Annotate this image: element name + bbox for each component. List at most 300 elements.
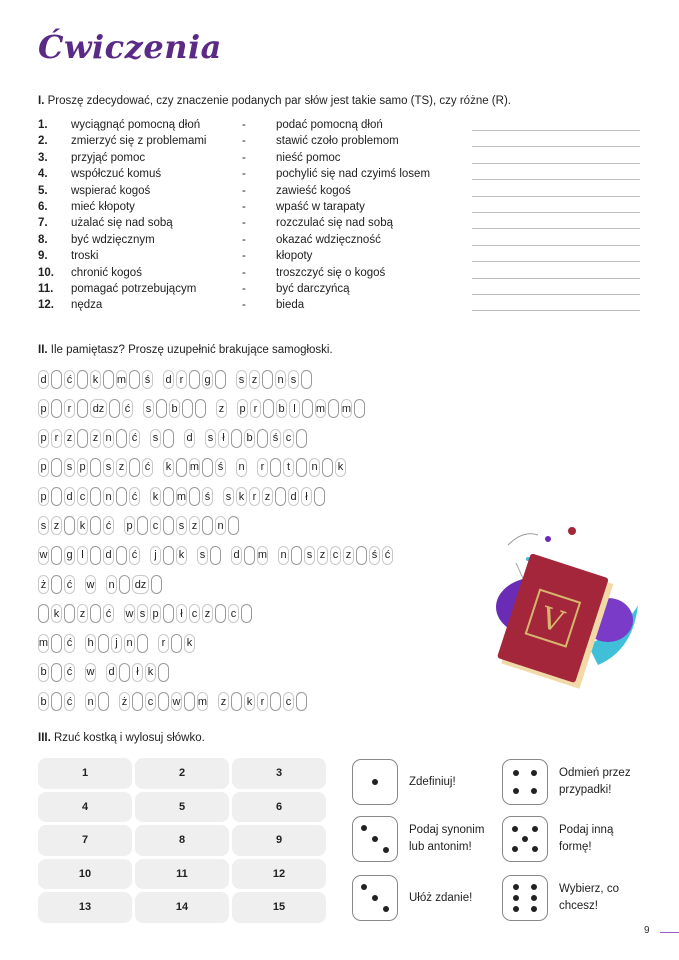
vowel-blank[interactable] — [202, 458, 213, 477]
grid-cell: 9 — [232, 825, 326, 856]
letter-box: ć — [64, 575, 75, 594]
die-pip — [532, 846, 538, 852]
pair-number: 3. — [38, 151, 48, 164]
section-1-instruction — [38, 95, 511, 107]
letter-box: k — [51, 604, 62, 623]
letter-box: n — [236, 458, 247, 477]
grid-cell: 3 — [232, 758, 326, 789]
letter-box: ć — [103, 604, 114, 623]
die-pip — [513, 770, 519, 776]
letter-box: w — [124, 604, 135, 623]
pair-number: 6. — [38, 200, 48, 213]
pair-phrase-a: użalać się nad sobą — [71, 217, 173, 230]
letter-box: z — [64, 429, 75, 448]
word-pair-row — [38, 250, 648, 266]
vowel-blank[interactable] — [77, 429, 88, 448]
letter-box: m — [257, 546, 268, 565]
vowel-blank[interactable] — [51, 487, 62, 506]
pair-separator: - — [242, 217, 246, 230]
letter-box: ś — [215, 458, 226, 477]
letter-box: s — [64, 458, 75, 477]
vowel-blank[interactable] — [270, 692, 281, 711]
letter-box: r — [250, 399, 261, 418]
letter-box: c — [150, 516, 161, 535]
pair-number: 12. — [38, 299, 54, 312]
page-number-line — [660, 932, 679, 933]
vowel-blank[interactable] — [51, 663, 62, 682]
vowel-blank[interactable] — [182, 399, 193, 418]
letter-box: s — [103, 458, 114, 477]
vowel-blank[interactable] — [51, 370, 62, 389]
vowel-blank[interactable] — [151, 575, 162, 594]
letter-box: z — [77, 604, 88, 623]
vowel-blank[interactable] — [64, 516, 75, 535]
grid-cell: 14 — [135, 892, 229, 923]
die-instruction: Zdefiniuj! — [409, 775, 456, 788]
vowel-blank[interactable] — [64, 604, 75, 623]
vowel-blank[interactable] — [322, 458, 333, 477]
die-pip — [513, 895, 519, 901]
die-instruction: Ułóż zdanie! — [409, 891, 473, 904]
letter-box: ć — [129, 546, 140, 565]
vowel-blank[interactable] — [90, 604, 101, 623]
word-pairs-list — [38, 119, 648, 316]
letter-box: ś — [270, 429, 281, 448]
die-pip — [512, 846, 518, 852]
vowel-blank[interactable] — [263, 399, 274, 418]
vowel-blank[interactable] — [231, 429, 242, 448]
vowel-blank[interactable] — [51, 399, 62, 418]
letter-box: z — [343, 546, 354, 565]
vowel-blank[interactable] — [98, 634, 109, 653]
letter-box: k — [163, 458, 174, 477]
grid-cell: 10 — [38, 859, 132, 890]
pair-phrase-a: nędza — [71, 299, 103, 312]
grid-cell: 11 — [135, 859, 229, 890]
die-face — [502, 816, 548, 862]
letter-box: ł — [176, 604, 187, 623]
section-1-text: Proszę zdecydować, czy znaczenie podanych par słów jest takie samo (TS), czy różne (R). — [47, 95, 511, 107]
letter-box: d — [288, 487, 299, 506]
die-pip — [513, 788, 519, 794]
letter-box: m — [116, 370, 127, 389]
letter-box: s — [304, 546, 315, 565]
letter-box: p — [38, 487, 49, 506]
die-instruction: Odmień przez przypadki! — [559, 767, 631, 796]
vowel-blank[interactable] — [328, 399, 339, 418]
vowel-blank[interactable] — [116, 487, 127, 506]
pair-phrase-b: rozczulać się nad sobą — [276, 217, 393, 230]
pair-phrase-a: być wdzięcznym — [71, 233, 155, 246]
pair-phrase-a: mieć kłopoty — [71, 200, 135, 213]
pair-number: 7. — [38, 217, 48, 230]
die-pip — [383, 906, 389, 912]
vowel-blank[interactable] — [163, 487, 174, 506]
letter-box: z — [202, 604, 213, 623]
letter-box: d — [163, 370, 174, 389]
vowel-blank[interactable] — [51, 634, 62, 653]
letter-box: n — [103, 429, 114, 448]
letter-box: k — [145, 663, 156, 682]
pair-phrase-a: wspierać kogoś — [71, 184, 151, 197]
word-pair-row — [38, 135, 648, 151]
vowel-blank[interactable] — [90, 516, 101, 535]
letter-box: c — [228, 604, 239, 623]
vowel-blank[interactable] — [119, 663, 130, 682]
letter-box: z — [216, 399, 227, 418]
letter-box: z — [218, 692, 229, 711]
word-row — [38, 457, 395, 478]
section-2-text: Ile pamiętasz? Proszę uzupełnić brakujące samogłoski. — [50, 344, 333, 356]
vowel-blank[interactable] — [354, 399, 365, 418]
letter-box: n — [278, 546, 289, 565]
die-face — [502, 759, 548, 805]
letter-box: s — [288, 370, 299, 389]
vowel-blank[interactable] — [90, 487, 101, 506]
vowel-blank[interactable] — [51, 692, 62, 711]
word-row — [38, 662, 395, 683]
letter-box: ć — [142, 458, 153, 477]
vowel-blank[interactable] — [195, 399, 206, 418]
vowel-blank[interactable] — [171, 634, 182, 653]
letter-box: c — [145, 692, 156, 711]
letter-box: ć — [122, 399, 133, 418]
pair-phrase-a: współczuć komuś — [71, 168, 162, 181]
vowel-blank[interactable] — [137, 634, 148, 653]
pair-phrase-b: bieda — [276, 299, 305, 312]
die-face — [352, 875, 398, 921]
letter-box: n — [215, 516, 226, 535]
vowel-blank[interactable] — [244, 546, 255, 565]
word-pair-row — [38, 283, 648, 299]
die-face — [502, 875, 548, 921]
letter-box: k — [184, 634, 195, 653]
vowel-blank[interactable] — [262, 370, 273, 389]
die-pip — [383, 847, 389, 853]
answer-line[interactable] — [472, 261, 640, 262]
vowel-blank[interactable] — [51, 575, 62, 594]
die-instruction: Podaj synonim lub antonim! — [409, 824, 485, 853]
letter-box: k — [176, 546, 187, 565]
die-pip — [531, 788, 537, 794]
vowel-blank[interactable] — [137, 516, 148, 535]
pair-separator: - — [242, 200, 246, 213]
letter-box: dz — [132, 575, 149, 594]
die-pip — [512, 826, 518, 832]
letter-box: ś — [369, 546, 380, 565]
pair-phrase-a: wyciągnąć pomocną dłoń — [71, 119, 201, 131]
letter-box: s — [137, 604, 148, 623]
section-3-number: III. — [38, 732, 51, 744]
vowel-blank[interactable] — [129, 370, 140, 389]
letter-box: r — [51, 429, 62, 448]
letter-box: p — [77, 458, 88, 477]
letter-box: m — [38, 634, 49, 653]
letter-box: d — [64, 487, 75, 506]
letter-box: ż — [38, 575, 49, 594]
vowel-blank[interactable] — [38, 604, 49, 623]
word-pair-row — [38, 168, 648, 184]
answer-line[interactable] — [472, 196, 640, 197]
vowel-blank[interactable] — [109, 399, 120, 418]
letter-box: ć — [64, 370, 75, 389]
vowel-blank[interactable] — [163, 516, 174, 535]
grid-cell: 6 — [232, 792, 326, 823]
pair-separator: - — [242, 266, 246, 279]
letter-box: m — [176, 487, 187, 506]
vowel-blank[interactable] — [210, 546, 221, 565]
letter-box: s — [205, 429, 216, 448]
pair-phrase-b: być darczyńcą — [276, 282, 350, 295]
vowel-blank[interactable] — [77, 370, 88, 389]
pair-separator: - — [242, 151, 246, 164]
letter-box: l — [289, 399, 300, 418]
vowel-blank[interactable] — [132, 692, 143, 711]
letter-box: c — [283, 692, 294, 711]
vowel-blank[interactable] — [90, 546, 101, 565]
letter-box: c — [189, 604, 200, 623]
vowel-blank[interactable] — [103, 370, 114, 389]
letter-box: w — [38, 546, 49, 565]
vowel-blank[interactable] — [189, 370, 200, 389]
letter-box: s — [38, 516, 49, 535]
vowel-blank[interactable] — [356, 546, 367, 565]
vowel-blank[interactable] — [241, 604, 252, 623]
letter-box: g — [64, 546, 75, 565]
letter-box: s — [176, 516, 187, 535]
letter-box: d — [184, 429, 195, 448]
letter-box: k — [244, 692, 255, 711]
grid-cell: 5 — [135, 792, 229, 823]
vowel-blank[interactable] — [202, 516, 213, 535]
answer-line[interactable] — [472, 294, 640, 295]
answer-line[interactable] — [472, 179, 640, 180]
vowel-blank[interactable] — [270, 458, 281, 477]
letter-box: r — [64, 399, 75, 418]
grid-cell: 2 — [135, 758, 229, 789]
word-pair-row — [38, 152, 648, 168]
decorative-dot — [545, 536, 551, 542]
section-3-instruction — [38, 732, 205, 744]
grid-cell: 12 — [232, 859, 326, 890]
pair-phrase-a: troski — [71, 250, 99, 263]
letter-box: ć — [64, 663, 75, 682]
letter-box: ś — [202, 487, 213, 506]
decorative-line — [508, 534, 538, 545]
letter-box: l — [77, 546, 88, 565]
pair-number: 11. — [38, 282, 54, 295]
answer-line[interactable] — [472, 212, 640, 213]
letter-box: s — [150, 429, 161, 448]
word-row — [38, 369, 395, 390]
die-face — [352, 759, 398, 805]
pair-phrase-b: kłopoty — [276, 250, 313, 263]
letter-box: b — [169, 399, 180, 418]
letter-box: k — [77, 516, 88, 535]
letter-box: ć — [129, 429, 140, 448]
letter-box: ć — [129, 487, 140, 506]
die-face — [352, 816, 398, 862]
letter-box: t — [283, 458, 294, 477]
grid-cell: 13 — [38, 892, 132, 923]
letter-box: z — [249, 370, 260, 389]
letter-box: ć — [64, 692, 75, 711]
pair-number: 4. — [38, 168, 48, 181]
letter-box: m — [189, 458, 200, 477]
die-pip — [372, 895, 378, 901]
page-number: 9 — [644, 925, 650, 936]
letter-box: c — [330, 546, 341, 565]
letter-box: c — [283, 429, 294, 448]
vowel-blank[interactable] — [98, 692, 109, 711]
word-row — [38, 515, 395, 536]
letter-box: r — [176, 370, 187, 389]
letter-box: k — [150, 487, 161, 506]
vowel-blank[interactable] — [77, 399, 88, 418]
letter-box: n — [275, 370, 286, 389]
letter-box: ć — [64, 634, 75, 653]
vowel-blank[interactable] — [116, 429, 127, 448]
letter-box: k — [335, 458, 346, 477]
pair-phrase-a: chronić kogoś — [71, 266, 142, 279]
pair-number: 8. — [38, 233, 48, 246]
letter-box: ł — [132, 663, 143, 682]
letter-box: dz — [90, 399, 107, 418]
die-pip — [513, 884, 519, 890]
vowel-blank[interactable] — [215, 370, 226, 389]
die-pip — [532, 826, 538, 832]
vowel-blank[interactable] — [163, 604, 174, 623]
vowel-blank[interactable] — [228, 516, 239, 535]
vowel-blank[interactable] — [119, 575, 130, 594]
word-pair-row — [38, 185, 648, 201]
vowel-blank[interactable] — [296, 458, 307, 477]
vowel-blank[interactable] — [176, 458, 187, 477]
word-row — [38, 428, 395, 449]
vowel-blank[interactable] — [314, 487, 325, 506]
answer-line[interactable] — [472, 163, 640, 164]
vowel-blank[interactable] — [158, 663, 169, 682]
letter-box: s — [223, 487, 234, 506]
letter-box: ć — [103, 516, 114, 535]
vowel-blank[interactable] — [129, 458, 140, 477]
letter-box: j — [150, 546, 161, 565]
letter-box: r — [249, 487, 260, 506]
letter-box: n — [106, 575, 117, 594]
vowel-blank[interactable] — [275, 487, 286, 506]
vowel-blank[interactable] — [156, 399, 167, 418]
letter-box: p — [237, 399, 248, 418]
letter-box: ł — [218, 429, 229, 448]
die-pip — [372, 836, 378, 842]
letter-box: b — [38, 692, 49, 711]
decorative-dot — [568, 527, 576, 535]
pair-separator: - — [242, 299, 246, 312]
vowel-blank[interactable] — [296, 692, 307, 711]
book — [496, 553, 615, 689]
vowel-blank[interactable] — [184, 692, 195, 711]
letter-box: z — [51, 516, 62, 535]
pair-phrase-b: podać pomocną dłoń — [276, 119, 383, 131]
word-pair-row — [38, 299, 648, 315]
vowel-blank[interactable] — [296, 429, 307, 448]
book-letter: V — [536, 600, 568, 641]
word-pair-row — [38, 119, 648, 135]
pair-separator: - — [242, 184, 246, 197]
vowel-blank[interactable] — [231, 692, 242, 711]
vowel-blank[interactable] — [51, 458, 62, 477]
vowel-blank[interactable] — [163, 429, 174, 448]
vowel-blank[interactable] — [163, 546, 174, 565]
pair-number: 10. — [38, 266, 54, 279]
letter-box: d — [106, 663, 117, 682]
pair-separator: - — [242, 119, 246, 131]
letter-box: w — [171, 692, 182, 711]
pair-phrase-b: zawieść kogoś — [276, 184, 351, 197]
vowel-blank[interactable] — [302, 399, 313, 418]
word-row — [38, 398, 395, 419]
letter-box: r — [257, 458, 268, 477]
answer-line[interactable] — [472, 228, 640, 229]
answer-line[interactable] — [472, 146, 640, 147]
word-pair-row — [38, 217, 648, 233]
grid-cell: 8 — [135, 825, 229, 856]
letter-box: ć — [382, 546, 393, 565]
section-1-number: I. — [38, 95, 45, 107]
pair-number: 1. — [38, 119, 48, 131]
pair-phrase-b: okazać wdzięczność — [276, 233, 381, 246]
letter-box: d — [231, 546, 242, 565]
grid-cell: 4 — [38, 792, 132, 823]
word-row — [38, 633, 395, 654]
letter-box: b — [276, 399, 287, 418]
answer-line[interactable] — [472, 130, 640, 131]
letter-box: j — [111, 634, 122, 653]
word-row — [38, 691, 395, 712]
answer-line[interactable] — [472, 310, 640, 311]
die-pip — [531, 906, 537, 912]
die-pip — [361, 825, 367, 831]
vowel-blank[interactable] — [90, 458, 101, 477]
letter-box: b — [244, 429, 255, 448]
vowel-blank[interactable] — [301, 370, 312, 389]
vowel-blank[interactable] — [215, 604, 226, 623]
section-3-text: Rzuć kostką i wylosuj słówko. — [53, 732, 205, 744]
letter-box: m — [315, 399, 326, 418]
letter-box: m — [341, 399, 352, 418]
section-2-instruction — [38, 344, 333, 356]
letter-box: p — [38, 458, 49, 477]
die-instruction: Wybierz, co chcesz! — [559, 883, 619, 912]
vowel-blank[interactable] — [116, 546, 127, 565]
vowel-blank[interactable] — [158, 692, 169, 711]
letter-box: s — [236, 370, 247, 389]
letter-box: m — [197, 692, 208, 711]
die-instruction: Podaj inną formę! — [559, 824, 614, 853]
vowel-blank[interactable] — [189, 487, 200, 506]
vowel-blank[interactable] — [257, 429, 268, 448]
vowel-blank[interactable] — [291, 546, 302, 565]
pair-separator: - — [242, 135, 246, 148]
letter-box: n — [103, 487, 114, 506]
answer-line[interactable] — [472, 245, 640, 246]
vowel-blank[interactable] — [51, 546, 62, 565]
answer-line[interactable] — [472, 278, 640, 279]
word-pair-row — [38, 201, 648, 217]
word-row — [38, 486, 395, 507]
pair-phrase-a: przyjąć pomoc — [71, 151, 146, 164]
letter-box: ł — [301, 487, 312, 506]
